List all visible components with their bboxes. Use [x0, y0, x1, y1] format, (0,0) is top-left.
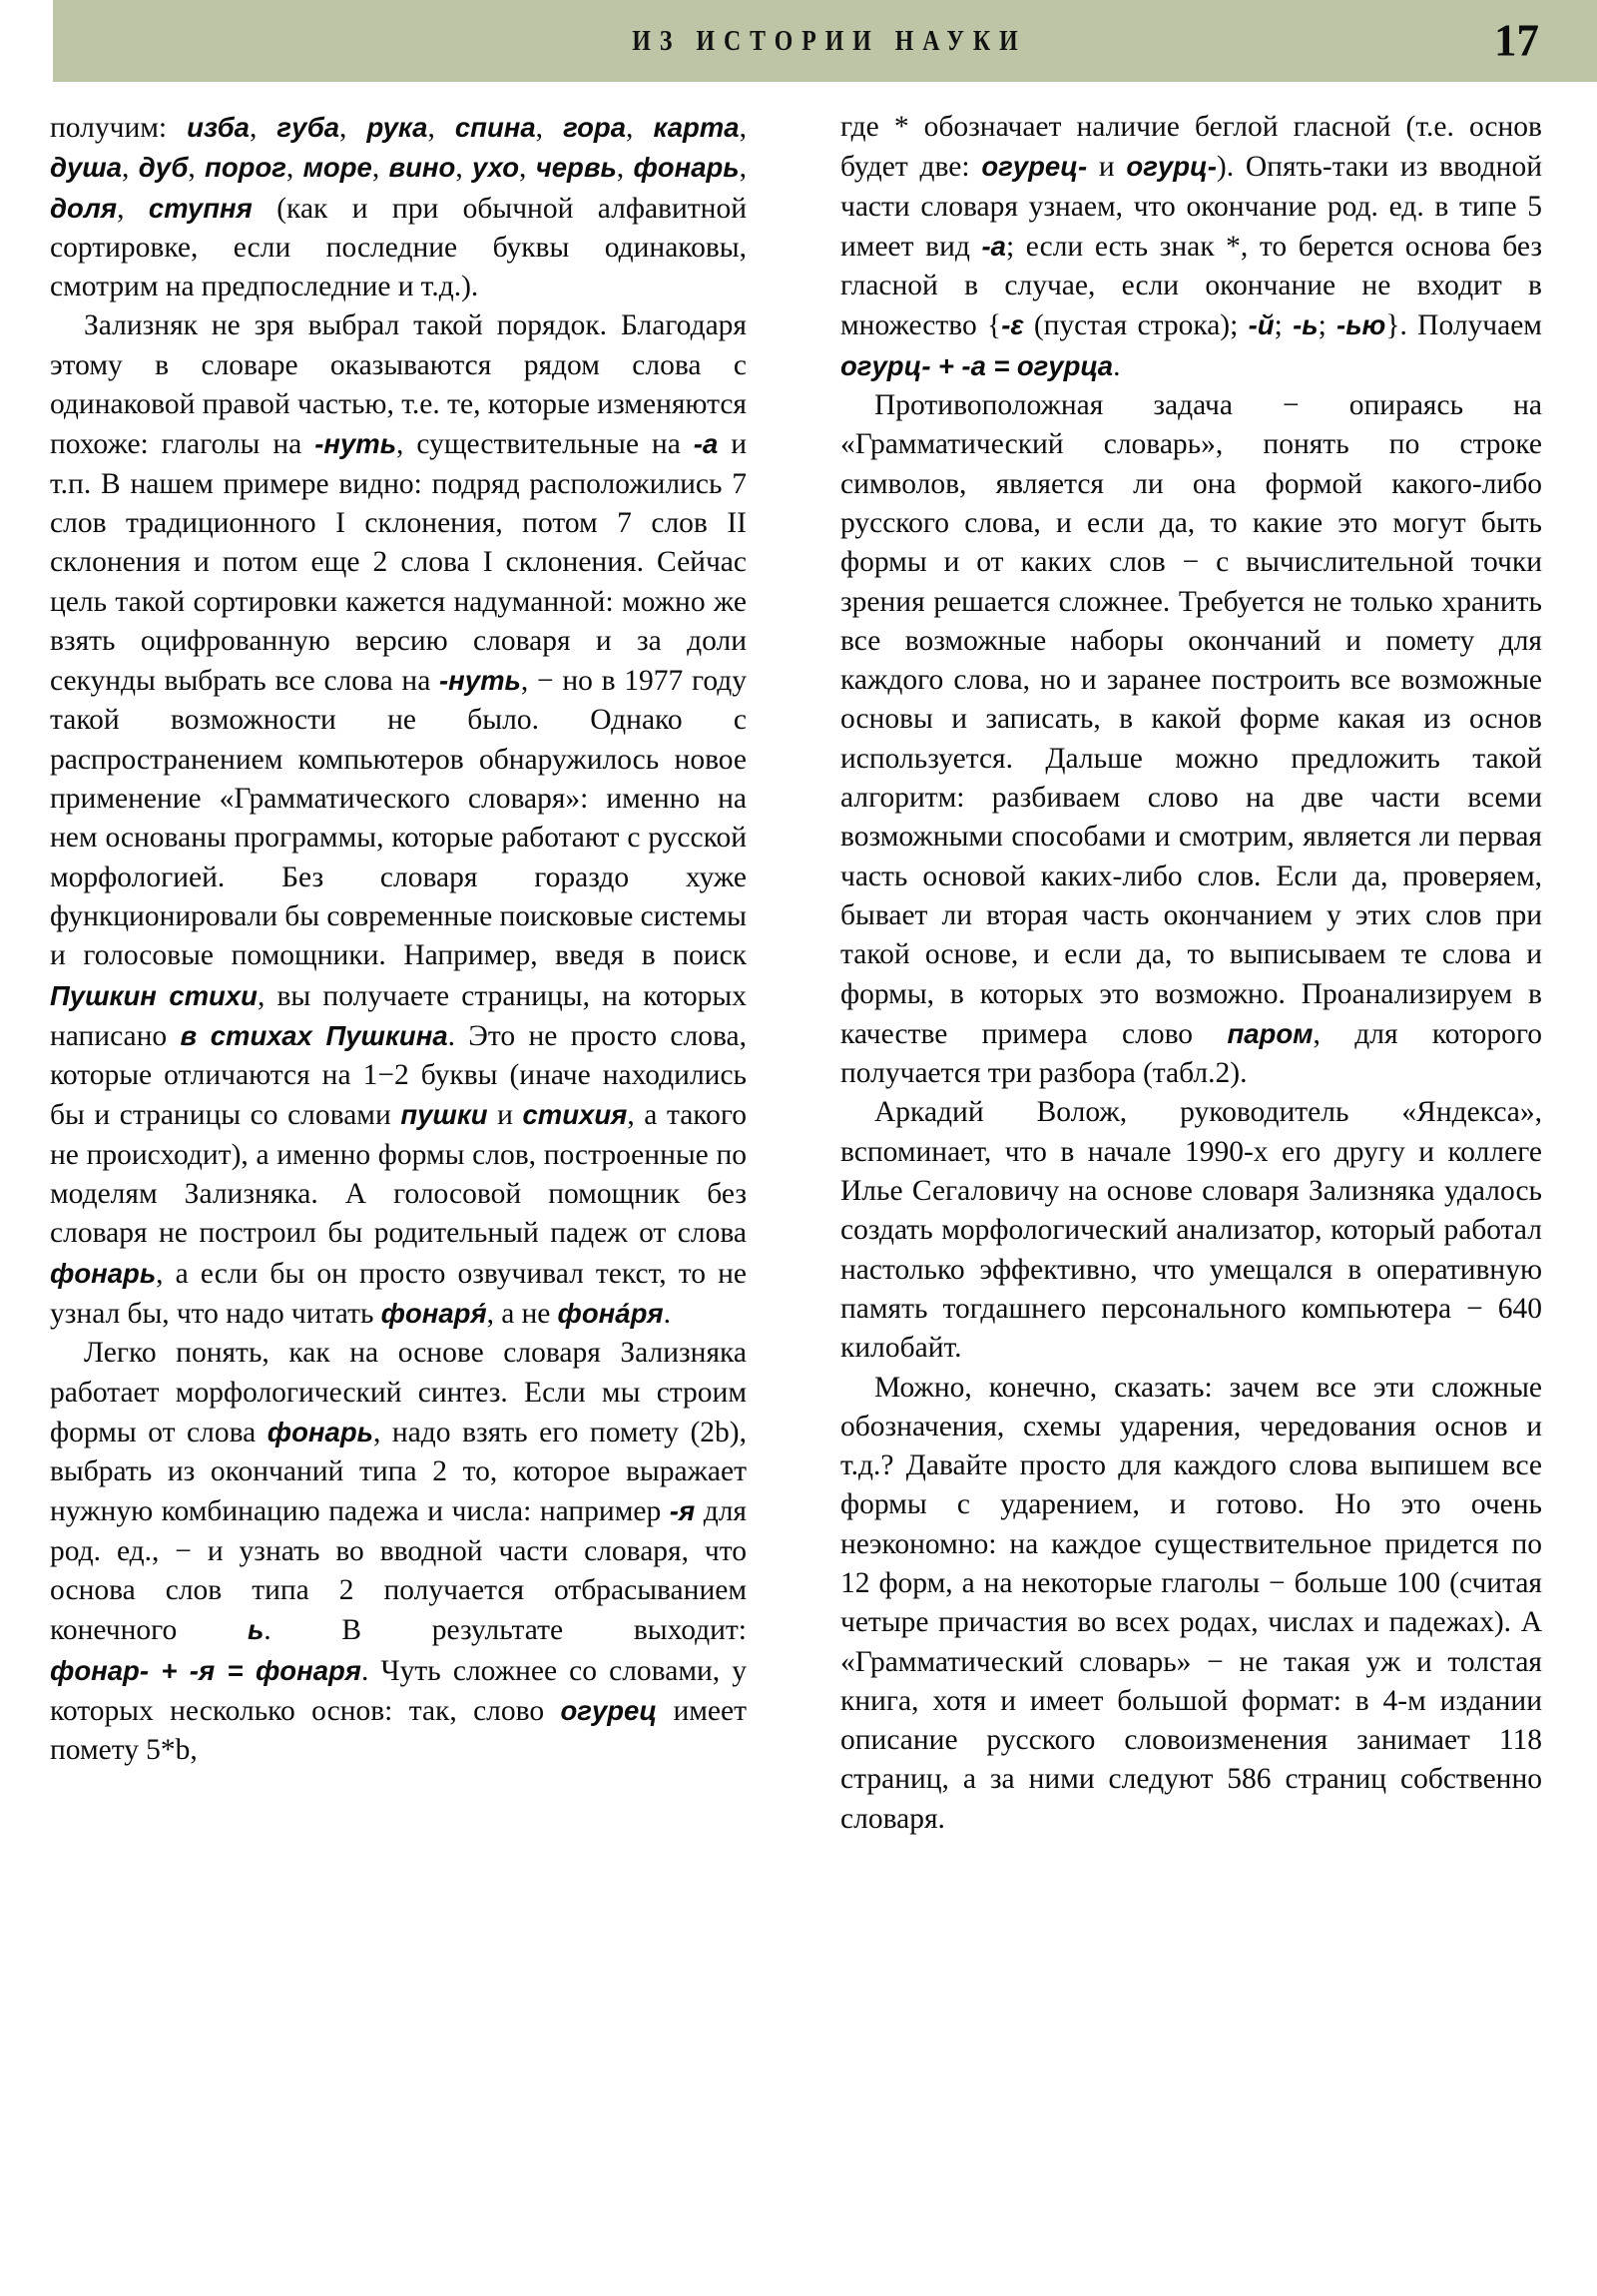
example-ending: -й	[1248, 309, 1275, 341]
example-formula: фонар- + -я = фонаря	[50, 1654, 361, 1686]
example-word: изба	[187, 112, 250, 143]
text-column-right	[798, 82, 1597, 2296]
example-ending: -ε	[1001, 309, 1024, 341]
example-letter: ь	[247, 1614, 265, 1646]
example-ending: -нуть	[314, 428, 397, 460]
example-ending: -я	[669, 1495, 696, 1527]
paragraph: Аркадий Волож, руководитель «Яндекса», вспоминает, что в начале 1990-х его другу и коллеге Илье Сегаловичу на основе словаря Зализняка удалось создать морфологический анализатор, который работал настолько эффективно, что умещался в оперативную память тогдашнего персонального компьютера − 640 килобайт.	[840, 1096, 1542, 1365]
example-word: фонаря́	[380, 1297, 487, 1329]
example-word: пушки	[400, 1099, 488, 1131]
running-head	[53, 0, 1597, 82]
example-word: вино	[388, 152, 456, 184]
paragraph: Легко понять, как на основе словаря Зализняка работает морфологический синтез. Если мы строим формы от слова фонарь, надо взять его помету (2b), выбрать из окончаний типа 2 то, которое выражает нужную комбинацию падежа и числа: например -я для род. ед., − и узнать во вводной части словаря, что основа слов типа 2 получается отбрасыванием конечного ь. В результате выходит: фонар- + -я = фонаря. Чуть сложнее со словами, у которых несколько основ: так, слово огурец имеет помету 5*b,	[50, 1337, 748, 1767]
paragraph: Противоположная задача − опираясь на «Грамматический словарь», понять по строке символов, является ли она формой какого-либо русского слова, и если да, то какие это могут быть формы и от каких слов − с вычислительной точки зрения решается сложнее. Требуется не только хранить все возможные наборы окончаний и помету для каждого слова, но и заранее построить все возможные основы и записать, в какой форме какая из основ используется. Дальше можно предложить такой алгоритм: разбиваем слово на две части всеми возможными способами и смотрим, является ли первая часть основой каких-либо слов. Если да, проверяем, бывает ли вторая часть окончанием у этих слов при такой основе, и если да, то выписываем те слова и формы, в которых это возможно. Проанализируем в качестве примера слово паром, для которого получается три разбора (табл.2).	[840, 389, 1542, 1090]
example-ending: -а	[693, 428, 719, 460]
article-body	[0, 82, 1597, 2296]
example-query: Пушкин стихи	[50, 979, 258, 1011]
example-word: рука	[366, 112, 428, 143]
example-word: огурец	[560, 1694, 658, 1726]
example-word: порог	[205, 152, 286, 184]
example-word: паром	[1227, 1017, 1314, 1049]
example-ending: -ью	[1336, 309, 1386, 341]
paragraph: получим: изба, губа, рука, спина, гора, карта, душа, дуб, порог, море, вино, ухо, червь, фонарь, доля, ступня (как и при обычной алфавитной сортировке, если последние буквы одинаковы, смотрим на предпоследние и т.д.).	[50, 112, 748, 303]
example-stem: огурц-	[1126, 151, 1217, 183]
paragraph: Можно, конечно, сказать: зачем все эти сложные обозначения, схемы ударения, чередования основ и т.д.? Давайте просто для каждого слова выпишем все формы с ударением, и готово. Но это очень неэкономно: на каждое существительное придется по 12 форм, а на некоторые глаголы − больше 100 (считая четыре причастия во всех родах, числах и падежах). А «Грамматический словарь» − не такая уж и толстая книга, хотя и имеет большой формат: в 4-м издании описание русского словоизменения занимает 118 страниц, а за ними следуют 586 страниц собственно словаря.	[840, 1371, 1542, 1835]
example-stem: огурец-	[981, 151, 1088, 183]
example-word: червь	[535, 152, 617, 184]
text-column-left	[0, 82, 798, 2296]
example-ending: -а	[981, 230, 1006, 262]
running-head-title: ИЗ ИСТОРИИ НАУКИ	[632, 24, 1027, 57]
example-word: фонарь	[633, 152, 740, 184]
example-word: губа	[276, 112, 340, 143]
example-word: спина	[454, 112, 536, 143]
example-word: ступня	[148, 192, 253, 224]
example-word: стихия	[522, 1099, 628, 1131]
page-number: 17	[1494, 15, 1539, 66]
example-query: в стихах Пушкина	[180, 1019, 448, 1051]
example-word: ухо	[472, 152, 520, 184]
example-word: фона́ря	[557, 1297, 664, 1329]
example-formula: огурц- + -а = огурца	[840, 349, 1114, 381]
example-word: море	[302, 152, 372, 184]
example-word: душа	[50, 152, 123, 184]
paragraph: Зализняк не зря выбрал такой порядок. Благодаря этому в словаре оказываются рядом слова с одинаковой правой частью, т.е. те, которые изменяются похоже: глаголы на -нуть, существительные на -а и т.п. В нашем примере видно: подряд расположились 7 слов традиционного I склонения, потом 7 слов II склонения и потом еще 2 слова I склонения. Сейчас цель такой сортировки кажется надуманной: можно же взять оцифрованную версию словаря и за доли секунды выбрать все слова на -нуть, − но в 1977 году такой возможности не было. Однако с распространением компьютеров обнаружилось новое применение «Грамматического словаря»: именно на нем основаны программы, которые работают с русской морфологией. Без словаря гораздо хуже функционировали бы современные поисковые системы и голосовые помощники. Например, введя в поиск Пушкин стихи, вы получаете страницы, на которых написано в стихах Пушкина. Это не просто слова, которые отличаются на 1−2 буквы (иначе находились бы и страницы со словами пушки и стихия, а такого не происходит), а именно формы слов, построенные по моделям Зализняка. А голосовой помощник без словаря не построил бы родительный падеж от слова фонарь, а если бы он просто озвучивал текст, то не узнал бы, что надо читать фонаря́, а не фона́ря.	[50, 309, 748, 1330]
example-ending: -ь	[1293, 309, 1319, 341]
example-word: карта	[653, 112, 740, 143]
example-word: фонарь	[266, 1416, 373, 1447]
example-word: дуб	[138, 152, 189, 184]
example-word: доля	[50, 192, 118, 224]
example-word: фонарь	[50, 1257, 157, 1289]
example-ending: -нуть	[439, 665, 521, 697]
paragraph: где * обозначает наличие беглой гласной (т.е. основ будет две: огурец- и огурц-). Опять-таки из вводной части словаря узнаем, что окончание род. ед. в типе 5 имеет вид -а; если есть знак *, то берется основа без гласной в случае, если окончание не входит в множество {-ε (пустая строка); -й; -ь; -ью}. Получаем огурц- + -а = огурца.	[840, 111, 1542, 382]
example-word: гора	[563, 112, 626, 143]
